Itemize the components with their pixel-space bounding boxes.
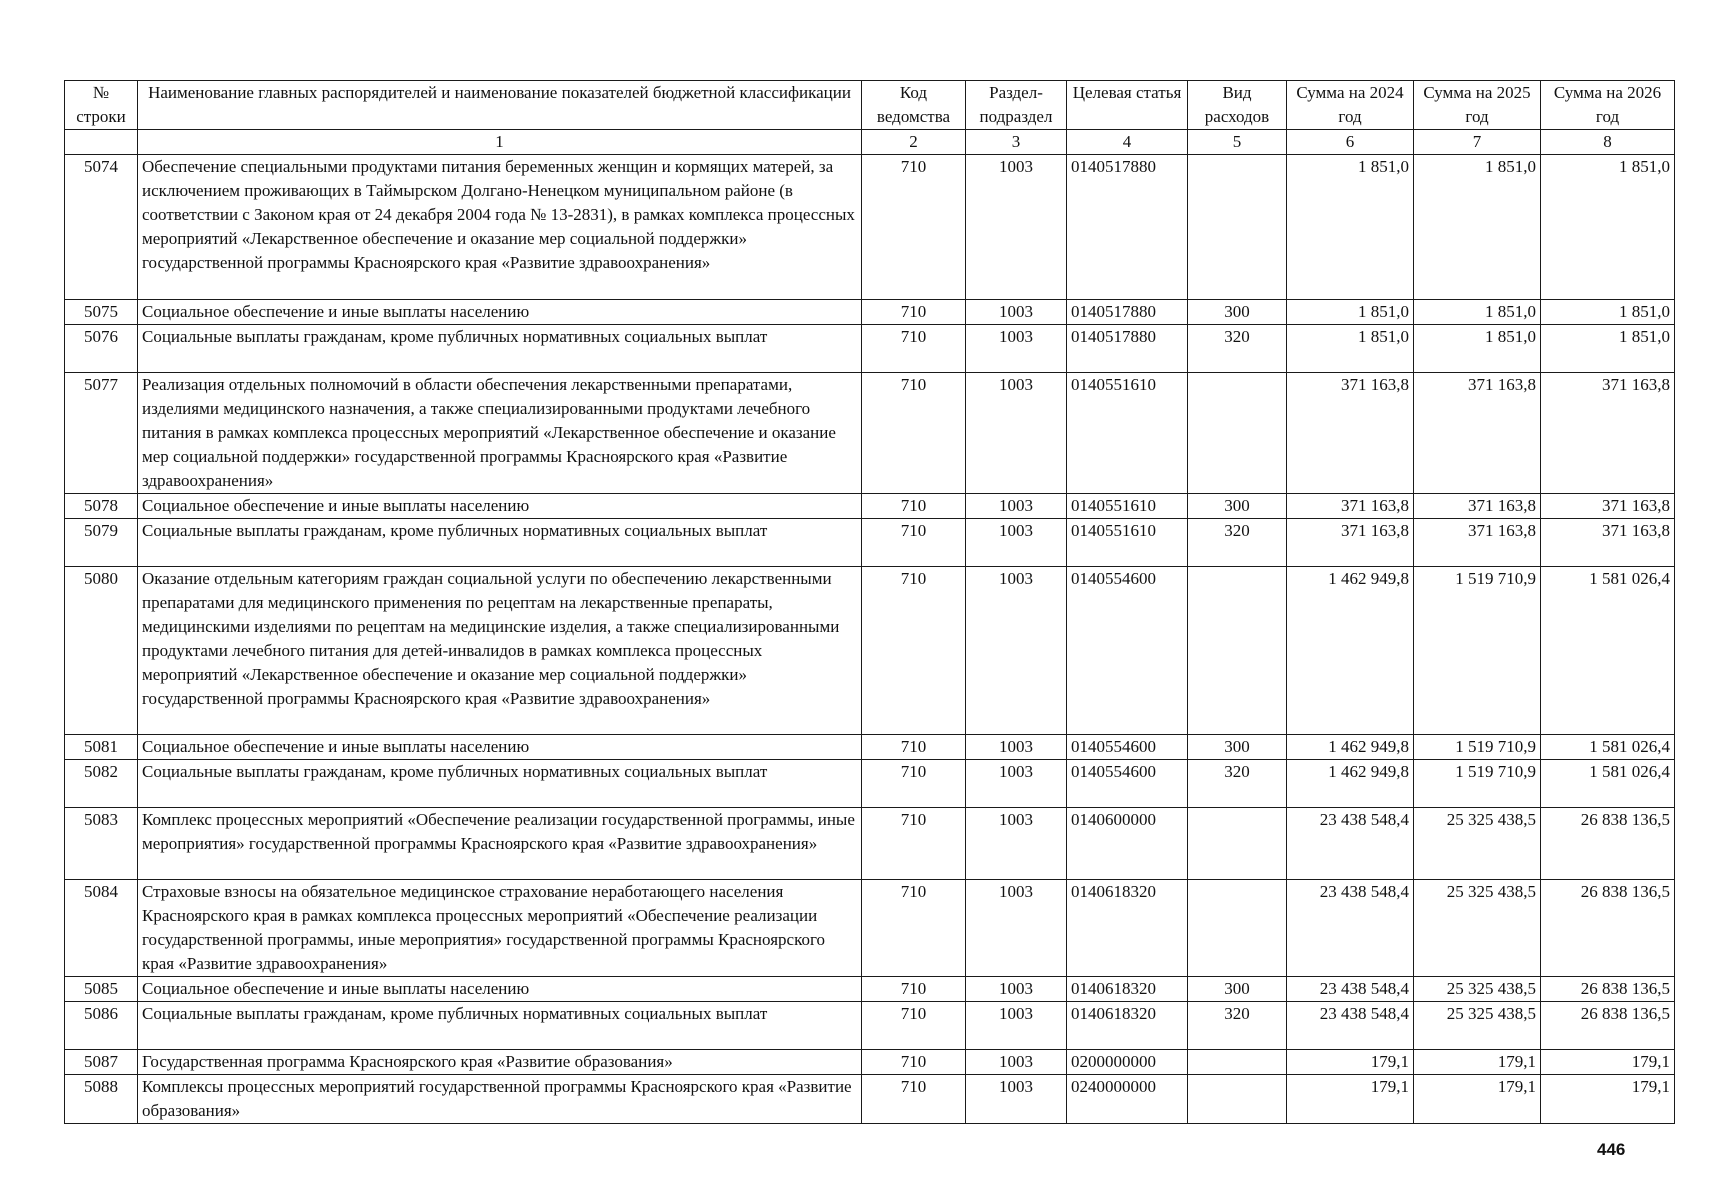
column-number: 5 — [1188, 130, 1287, 155]
target-item: 0140600000 — [1067, 808, 1188, 880]
sum-2025: 1 851,0 — [1414, 155, 1541, 300]
target-item: 0140554600 — [1067, 760, 1188, 808]
target-item: 0140551610 — [1067, 494, 1188, 519]
target-item: 0200000000 — [1067, 1050, 1188, 1075]
sum-2024: 23 438 548,4 — [1287, 1002, 1414, 1050]
row-name: Комплекс процессных мероприятий «Обеспечение реализации государственной программы, иные мероприятия» государственной программы Красноярского края «Развитие здравоохранения» — [138, 808, 862, 880]
sum-2024: 371 163,8 — [1287, 519, 1414, 567]
target-item: 0140554600 — [1067, 567, 1188, 735]
expense-type — [1188, 155, 1287, 300]
budget-table — [64, 80, 1675, 1124]
header-sum-2024: Сумма на 2024 год — [1287, 81, 1414, 130]
sum-2025: 1 851,0 — [1414, 325, 1541, 373]
row-number: 5076 — [65, 325, 138, 373]
expense-type — [1188, 1050, 1287, 1075]
department-code: 710 — [862, 373, 966, 494]
sum-2024: 1 851,0 — [1287, 300, 1414, 325]
sum-2024: 23 438 548,4 — [1287, 808, 1414, 880]
sum-2024: 1 851,0 — [1287, 155, 1414, 300]
column-number: 6 — [1287, 130, 1414, 155]
row-number: 5077 — [65, 373, 138, 494]
section-code: 1003 — [966, 1002, 1067, 1050]
row-name: Социальное обеспечение и иные выплаты населению — [138, 735, 862, 760]
table-row — [65, 567, 1675, 735]
sum-2026: 1 581 026,4 — [1541, 567, 1675, 735]
row-number: 5078 — [65, 494, 138, 519]
department-code: 710 — [862, 1002, 966, 1050]
sum-2024: 179,1 — [1287, 1050, 1414, 1075]
department-code: 710 — [862, 155, 966, 300]
expense-type — [1188, 880, 1287, 977]
section-code: 1003 — [966, 1075, 1067, 1124]
page-number: 446 — [1597, 1140, 1626, 1159]
target-item: 0140618320 — [1067, 977, 1188, 1002]
expense-type — [1188, 373, 1287, 494]
sum-2025: 25 325 438,5 — [1414, 1002, 1541, 1050]
sum-2026: 26 838 136,5 — [1541, 808, 1675, 880]
sum-2024: 371 163,8 — [1287, 494, 1414, 519]
column-number: 4 — [1067, 130, 1188, 155]
header-sum-2025: Сумма на 2025 год — [1414, 81, 1541, 130]
sum-2024: 371 163,8 — [1287, 373, 1414, 494]
row-name: Оказание отдельным категориям граждан социальной услуги по обеспечению лекарственными препаратами для медицинского применения по рецептам на лекарственные препараты, медицинскими изделиями по рецептам на медицинские изделия, а также специализированными продуктами лечебного питания для детей-инвалидов в рамках комплекса процессных мероприятий «Лекарственное обеспечение и оказание мер социальной поддержки» государственной программы Красноярского края «Развитие здравоохранения» — [138, 567, 862, 735]
header-section-subsection: Раздел-подраздел — [966, 81, 1067, 130]
sum-2025: 371 163,8 — [1414, 494, 1541, 519]
section-code: 1003 — [966, 880, 1067, 977]
row-name: Социальное обеспечение и иные выплаты населению — [138, 300, 862, 325]
row-name: Реализация отдельных полномочий в области обеспечения лекарственными препаратами, изделиями медицинского назначения, а также специализированными продуктами лечебного питания в рамках комплекса процессных мероприятий «Лекарственное обеспечение и оказание мер социальной поддержки» государственной программы Красноярского края «Развитие здравоохранения» — [138, 373, 862, 494]
expense-type: 320 — [1188, 325, 1287, 373]
sum-2026: 1 581 026,4 — [1541, 760, 1675, 808]
section-code: 1003 — [966, 155, 1067, 300]
sum-2025: 179,1 — [1414, 1050, 1541, 1075]
target-item: 0140551610 — [1067, 373, 1188, 494]
expense-type — [1188, 567, 1287, 735]
row-number: 5085 — [65, 977, 138, 1002]
table-row — [65, 300, 1675, 325]
table-row — [65, 519, 1675, 567]
row-name: Социальное обеспечение и иные выплаты населению — [138, 977, 862, 1002]
section-code: 1003 — [966, 325, 1067, 373]
sum-2025: 371 163,8 — [1414, 519, 1541, 567]
sum-2025: 1 851,0 — [1414, 300, 1541, 325]
column-number: 3 — [966, 130, 1067, 155]
sum-2026: 371 163,8 — [1541, 519, 1675, 567]
target-item: 0140551610 — [1067, 519, 1188, 567]
column-number: 7 — [1414, 130, 1541, 155]
section-code: 1003 — [966, 567, 1067, 735]
table-row — [65, 373, 1675, 494]
row-number: 5074 — [65, 155, 138, 300]
header-target-item: Целевая статья — [1067, 81, 1188, 130]
department-code: 710 — [862, 760, 966, 808]
target-item: 0140517880 — [1067, 300, 1188, 325]
target-item: 0140517880 — [1067, 155, 1188, 300]
sum-2026: 371 163,8 — [1541, 373, 1675, 494]
expense-type: 300 — [1188, 735, 1287, 760]
section-code: 1003 — [966, 760, 1067, 808]
row-number: 5082 — [65, 760, 138, 808]
table-row — [65, 760, 1675, 808]
sum-2024: 1 462 949,8 — [1287, 735, 1414, 760]
sum-2025: 25 325 438,5 — [1414, 880, 1541, 977]
expense-type: 320 — [1188, 760, 1287, 808]
sum-2026: 179,1 — [1541, 1075, 1675, 1124]
row-name: Комплексы процессных мероприятий государственной программы Красноярского края «Развитие образования» — [138, 1075, 862, 1124]
expense-type: 320 — [1188, 1002, 1287, 1050]
sum-2025: 25 325 438,5 — [1414, 808, 1541, 880]
row-name: Страховые взносы на обязательное медицинское страхование неработающего населения Красноярского края в рамках комплекса процессных мероприятий «Обеспечение реализации государственной программы, иные мероприятия» государственной программы Красноярского края «Развитие здравоохранения» — [138, 880, 862, 977]
section-code: 1003 — [966, 373, 1067, 494]
section-code: 1003 — [966, 300, 1067, 325]
table-row — [65, 1050, 1675, 1075]
department-code: 710 — [862, 325, 966, 373]
section-code: 1003 — [966, 519, 1067, 567]
sum-2025: 25 325 438,5 — [1414, 977, 1541, 1002]
section-code: 1003 — [966, 494, 1067, 519]
sum-2026: 26 838 136,5 — [1541, 1002, 1675, 1050]
row-name: Социальные выплаты гражданам, кроме публичных нормативных социальных выплат — [138, 760, 862, 808]
row-number: 5088 — [65, 1075, 138, 1124]
sum-2025: 1 519 710,9 — [1414, 735, 1541, 760]
target-item: 0240000000 — [1067, 1075, 1188, 1124]
target-item: 0140618320 — [1067, 1002, 1188, 1050]
header-row — [65, 81, 1675, 130]
table-row — [65, 494, 1675, 519]
section-code: 1003 — [966, 808, 1067, 880]
expense-type: 300 — [1188, 300, 1287, 325]
row-name: Социальные выплаты гражданам, кроме публичных нормативных социальных выплат — [138, 519, 862, 567]
sum-2024: 23 438 548,4 — [1287, 977, 1414, 1002]
sum-2026: 1 581 026,4 — [1541, 735, 1675, 760]
table-row — [65, 808, 1675, 880]
sum-2026: 26 838 136,5 — [1541, 977, 1675, 1002]
section-code: 1003 — [966, 1050, 1067, 1075]
expense-type — [1188, 808, 1287, 880]
sum-2024: 1 462 949,8 — [1287, 760, 1414, 808]
header-expense-type: Вид расходов — [1188, 81, 1287, 130]
row-number: 5086 — [65, 1002, 138, 1050]
table-row — [65, 880, 1675, 977]
target-item: 0140554600 — [1067, 735, 1188, 760]
department-code: 710 — [862, 567, 966, 735]
row-name: Социальные выплаты гражданам, кроме публичных нормативных социальных выплат — [138, 1002, 862, 1050]
department-code: 710 — [862, 977, 966, 1002]
row-number: 5080 — [65, 567, 138, 735]
row-name: Социальные выплаты гражданам, кроме публичных нормативных социальных выплат — [138, 325, 862, 373]
sum-2026: 1 851,0 — [1541, 325, 1675, 373]
row-number: 5087 — [65, 1050, 138, 1075]
column-number-row — [65, 130, 1675, 155]
sum-2025: 1 519 710,9 — [1414, 760, 1541, 808]
sum-2025: 371 163,8 — [1414, 373, 1541, 494]
header-row-number: № строки — [65, 81, 138, 130]
row-number: 5083 — [65, 808, 138, 880]
sum-2026: 1 851,0 — [1541, 300, 1675, 325]
sum-2025: 179,1 — [1414, 1075, 1541, 1124]
table-row — [65, 977, 1675, 1002]
header-sum-2026: Сумма на 2026 год — [1541, 81, 1675, 130]
sum-2024: 1 851,0 — [1287, 325, 1414, 373]
sum-2026: 371 163,8 — [1541, 494, 1675, 519]
row-number: 5084 — [65, 880, 138, 977]
budget-document-page — [64, 80, 1674, 1124]
table-row — [65, 1075, 1675, 1124]
column-number: 2 — [862, 130, 966, 155]
sum-2026: 26 838 136,5 — [1541, 880, 1675, 977]
department-code: 710 — [862, 1050, 966, 1075]
section-code: 1003 — [966, 977, 1067, 1002]
column-number — [65, 130, 138, 155]
section-code: 1003 — [966, 735, 1067, 760]
target-item: 0140517880 — [1067, 325, 1188, 373]
expense-type — [1188, 1075, 1287, 1124]
row-name: Социальное обеспечение и иные выплаты населению — [138, 494, 862, 519]
column-number: 8 — [1541, 130, 1675, 155]
department-code: 710 — [862, 494, 966, 519]
header-name: Наименование главных распорядителей и наименование показателей бюджетной классификации — [138, 81, 862, 130]
table-row — [65, 1002, 1675, 1050]
expense-type: 300 — [1188, 977, 1287, 1002]
expense-type: 300 — [1188, 494, 1287, 519]
department-code: 710 — [862, 880, 966, 977]
table-row — [65, 325, 1675, 373]
sum-2024: 1 462 949,8 — [1287, 567, 1414, 735]
sum-2026: 179,1 — [1541, 1050, 1675, 1075]
row-name: Государственная программа Красноярского края «Развитие образования» — [138, 1050, 862, 1075]
table-row — [65, 155, 1675, 300]
row-number: 5081 — [65, 735, 138, 760]
department-code: 710 — [862, 1075, 966, 1124]
department-code: 710 — [862, 808, 966, 880]
row-number: 5075 — [65, 300, 138, 325]
header-department-code: Код ведомства — [862, 81, 966, 130]
sum-2024: 179,1 — [1287, 1075, 1414, 1124]
row-number: 5079 — [65, 519, 138, 567]
target-item: 0140618320 — [1067, 880, 1188, 977]
sum-2025: 1 519 710,9 — [1414, 567, 1541, 735]
department-code: 710 — [862, 735, 966, 760]
sum-2024: 23 438 548,4 — [1287, 880, 1414, 977]
department-code: 710 — [862, 519, 966, 567]
department-code: 710 — [862, 300, 966, 325]
table-row — [65, 735, 1675, 760]
column-number: 1 — [138, 130, 862, 155]
sum-2026: 1 851,0 — [1541, 155, 1675, 300]
row-name: Обеспечение специальными продуктами питания беременных женщин и кормящих матерей, за исключением проживающих в Таймырском Долгано-Ненецком муниципальном районе (в соответствии с Законом края от 24 декабря 2004 года № 13-2831), в рамках комплекса процессных мероприятий «Лекарственное обеспечение и оказание мер социальной поддержки» государственной программы Красноярского края «Развитие здравоохранения» — [138, 155, 862, 300]
expense-type: 320 — [1188, 519, 1287, 567]
